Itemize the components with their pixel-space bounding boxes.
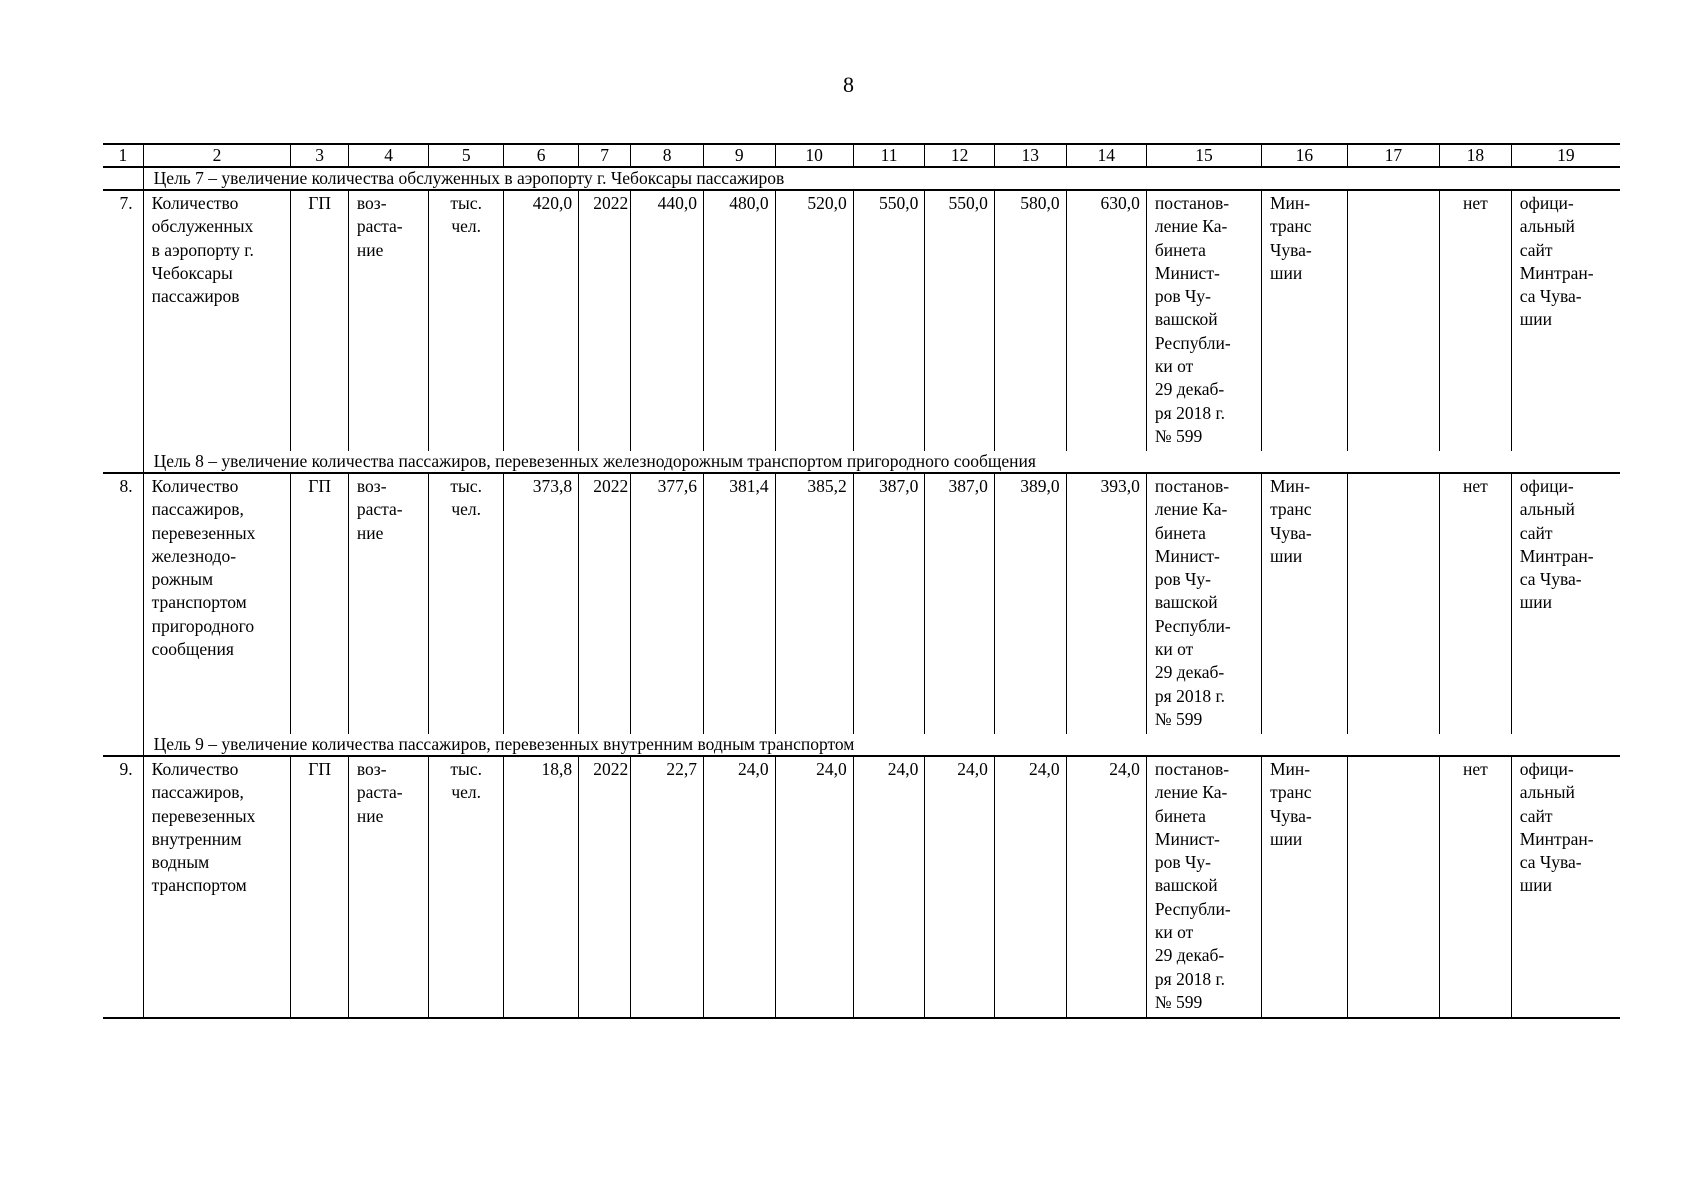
value-col9: 381,4 <box>703 473 775 734</box>
indicator-type: ГП <box>291 756 349 1018</box>
value-col8: 22,7 <box>631 756 704 1018</box>
header-cell: 2 <box>143 144 291 167</box>
value-col11: 24,0 <box>853 756 925 1018</box>
indicator-type: ГП <box>291 473 349 734</box>
row-number: 8. <box>103 473 143 734</box>
goal-row <box>103 451 1620 473</box>
row-number: 9. <box>103 756 143 1018</box>
goal-row <box>103 734 1620 756</box>
legal-document: постанов- ление Ка- бинета Минист- ров Чу- вашской Республи- ки от 29 декаб- ря 2018 г. № 599 <box>1146 473 1261 734</box>
table-row <box>103 190 1620 451</box>
header-cell: 9 <box>703 144 775 167</box>
responsible: Мин- транс Чува- шии <box>1262 473 1348 734</box>
data-source: офици- альный сайт Минтран- са Чува- шии <box>1511 756 1620 1018</box>
unit: тыс. чел. <box>429 190 504 451</box>
goal-spacer <box>103 167 143 190</box>
header-cell: 11 <box>853 144 925 167</box>
header-cell: 15 <box>1146 144 1261 167</box>
col17-cell <box>1347 473 1439 734</box>
header-cell: 1 <box>103 144 143 167</box>
value-col8: 377,6 <box>631 473 704 734</box>
value-col10: 520,0 <box>775 190 853 451</box>
header-cell: 10 <box>775 144 853 167</box>
col18-cell: нет <box>1440 473 1512 734</box>
value-col10: 385,2 <box>775 473 853 734</box>
base-year: 2022 <box>579 756 631 1018</box>
col17-cell <box>1347 190 1439 451</box>
unit: тыс. чел. <box>429 473 504 734</box>
row-number: 7. <box>103 190 143 451</box>
header-cell: 18 <box>1440 144 1512 167</box>
header-cell: 12 <box>925 144 994 167</box>
legal-document: постанов- ление Ка- бинета Минист- ров Чу- вашской Республи- ки от 29 декаб- ря 2018 г. № 599 <box>1146 756 1261 1018</box>
base-year: 2022 <box>579 473 631 734</box>
goal-text: Цель 8 – увеличение количества пассажиров, перевезенных железнодорожным транспортом пригородного сообщения <box>143 451 1620 473</box>
header-cell: 17 <box>1347 144 1439 167</box>
goal-spacer <box>103 734 143 756</box>
goal-spacer <box>103 451 143 473</box>
value-col10: 24,0 <box>775 756 853 1018</box>
base-value: 373,8 <box>504 473 579 734</box>
goal-text: Цель 9 – увеличение количества пассажиров, перевезенных внутренним водным транспортом <box>143 734 1620 756</box>
value-col13: 24,0 <box>994 756 1066 1018</box>
header-row <box>103 144 1620 167</box>
base-value: 420,0 <box>504 190 579 451</box>
page-number: 8 <box>843 72 854 97</box>
value-col14: 630,0 <box>1066 190 1146 451</box>
value-col9: 480,0 <box>703 190 775 451</box>
value-col12: 24,0 <box>925 756 994 1018</box>
header-cell: 7 <box>579 144 631 167</box>
header-cell: 14 <box>1066 144 1146 167</box>
col17-cell <box>1347 756 1439 1018</box>
value-col14: 393,0 <box>1066 473 1146 734</box>
value-col12: 387,0 <box>925 473 994 734</box>
header-cell: 3 <box>291 144 349 167</box>
goal-row <box>103 167 1620 190</box>
data-source: офици- альный сайт Минтран- са Чува- шии <box>1511 190 1620 451</box>
col18-cell: нет <box>1440 756 1512 1018</box>
value-col11: 550,0 <box>853 190 925 451</box>
indicator-name: Количество обслуженных в аэропорту г. Чебоксары пассажиров <box>143 190 291 451</box>
header-cell: 19 <box>1511 144 1620 167</box>
value-col14: 24,0 <box>1066 756 1146 1018</box>
table-row <box>103 473 1620 734</box>
trend: воз- раста- ние <box>348 190 428 451</box>
value-col13: 389,0 <box>994 473 1066 734</box>
unit: тыс. чел. <box>429 756 504 1018</box>
data-source: офици- альный сайт Минтран- са Чува- шии <box>1511 473 1620 734</box>
legal-document: постанов- ление Ка- бинета Минист- ров Чу- вашской Республи- ки от 29 декаб- ря 2018 г. № 599 <box>1146 190 1261 451</box>
indicator-type: ГП <box>291 190 349 451</box>
header-cell: 4 <box>348 144 428 167</box>
indicator-name: Количество пассажиров, перевезенных железнодо- рожным транспортом пригородного сообщения <box>143 473 291 734</box>
value-col8: 440,0 <box>631 190 704 451</box>
trend: воз- раста- ние <box>348 756 428 1018</box>
value-col9: 24,0 <box>703 756 775 1018</box>
base-year: 2022 <box>579 190 631 451</box>
value-col13: 580,0 <box>994 190 1066 451</box>
header-cell: 5 <box>429 144 504 167</box>
header-cell: 8 <box>631 144 704 167</box>
indicators-table <box>103 143 1620 1019</box>
header-cell: 16 <box>1262 144 1348 167</box>
indicator-name: Количество пассажиров, перевезенных внутренним водным транспортом <box>143 756 291 1018</box>
responsible: Мин- транс Чува- шии <box>1262 756 1348 1018</box>
header-cell: 6 <box>504 144 579 167</box>
goal-text: Цель 7 – увеличение количества обслуженных в аэропорту г. Чебоксары пассажиров <box>143 167 1620 190</box>
table-row <box>103 756 1620 1018</box>
value-col12: 550,0 <box>925 190 994 451</box>
trend: воз- раста- ние <box>348 473 428 734</box>
header-cell: 13 <box>994 144 1066 167</box>
col18-cell: нет <box>1440 190 1512 451</box>
value-col11: 387,0 <box>853 473 925 734</box>
responsible: Мин- транс Чува- шии <box>1262 190 1348 451</box>
base-value: 18,8 <box>504 756 579 1018</box>
